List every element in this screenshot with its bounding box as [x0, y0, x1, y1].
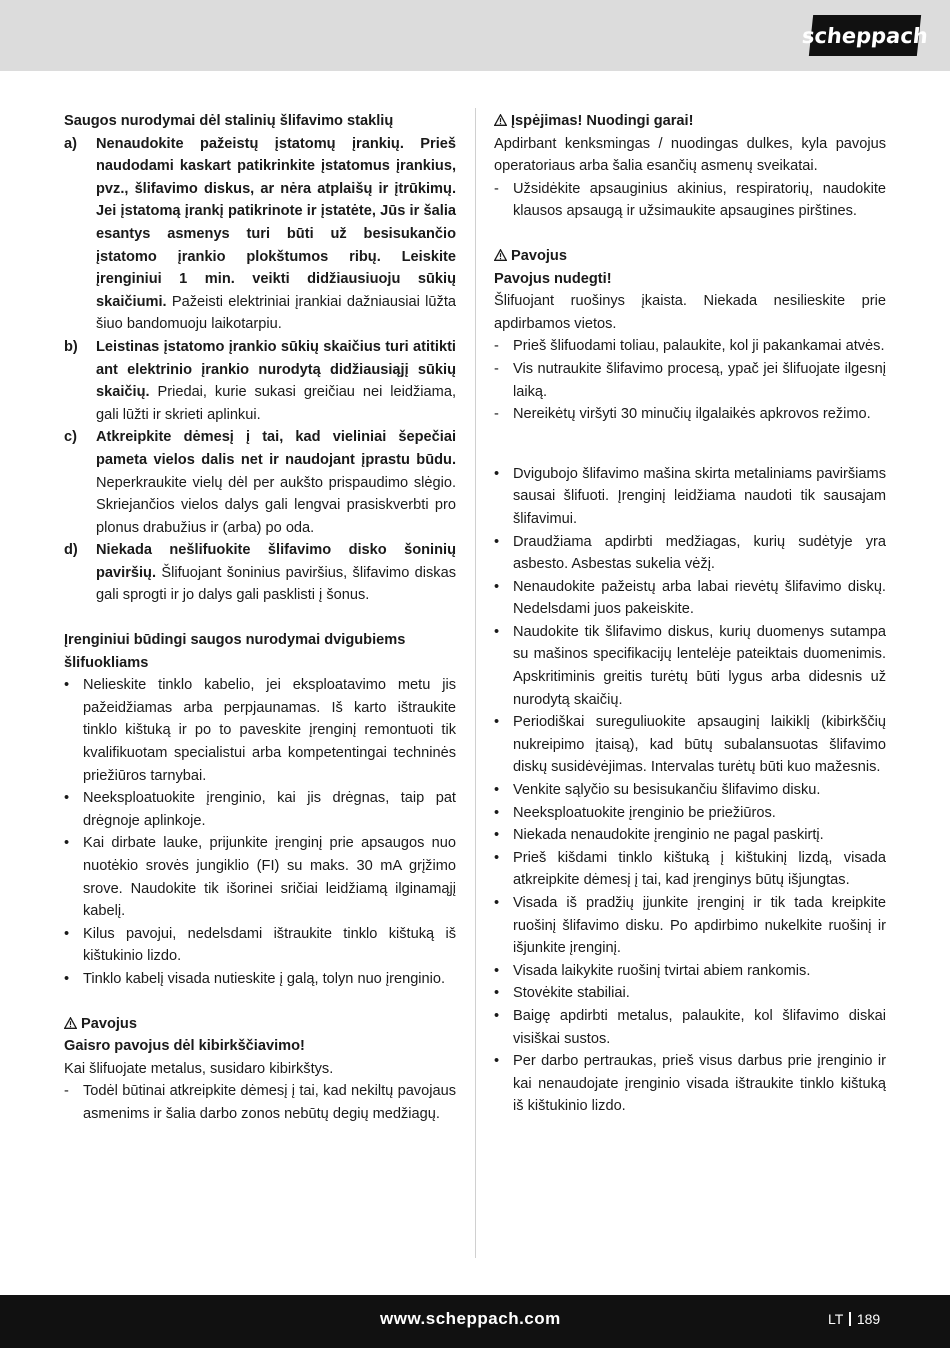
dash-item: - Todėl būtinai atkreipkite dėmesį į tai, kad nekiltų pavojaus asmenims ir šalia darbo zonos nebūtų degių medžiagų.: [64, 1083, 456, 1122]
list-item: d) Niekada nešlifuokite šlifavimo disko šoninių paviršių. Šlifuojant šoninius paviršius, šlifavimo diskas gali sprogti ir jo dalys gali pasklisti į šonus.: [64, 542, 456, 604]
dash-item: - Prieš šlifuodami toliau, palaukite, kol ji pakankamai atvės.: [494, 338, 885, 355]
danger-subtitle: Pavojus nudegti!: [494, 270, 612, 287]
bullet-item: • Kai dirbate lauke, prijunkite įrenginį prie apsaugos nuo nuotėkio srovės jungiklio (FI) su maks. 30 mA grįžimo srove. Naudokite tik išorinei sričiai leidžiamą ilginamąjį kabelį.: [64, 835, 456, 920]
bullet-item: • Visada laikykite ruošinį tvirtai abiem rankomis.: [494, 962, 811, 979]
bullet-item: • Nelieskite tinklo kabelio, jei eksploatavimo metu jis pažeidžiamas arba perpjaunamas. Iš karto ištraukite tinklo kištuką ir po to paveskite įrenginį remontuoti tik kvalifikuotam specialistui arba kompetentingai techninės priežiūros tarnybai.: [64, 677, 456, 784]
brand-logo: scheppach: [809, 15, 921, 56]
dash-item: - Nereikėtų viršyti 30 minučių ilgalaikės apkrovos režimo.: [494, 406, 871, 423]
bullet-item: • Visada iš pradžių įjunkite įrenginį ir tik tada kreipkite ruošinį šlifavimo disku. Po apdirbimo nukelkite ruošinį ir išjunkite įrenginį.: [494, 895, 886, 957]
bullet-item: • Tinklo kabelį visada nutieskite į galą, tolyn nuo įrenginio.: [64, 970, 446, 987]
section-heading: Įrenginiui būdingi saugos nurodymai dvigubiems šlifuokliams: [64, 632, 406, 671]
danger-subtitle: Gaisro pavojus dėl kibirkščiavimo!: [64, 1038, 305, 1055]
column-divider: [475, 108, 476, 1258]
bullet-item: • Neeksploatuokite įrenginio be priežiūros.: [494, 804, 776, 821]
danger-title: Pavojus: [64, 1013, 456, 1036]
bullet-item: • Periodiškai sureguliuokite apsauginį laikiklį (kibirkščių nukreipimo įtaisą), kad būtų subalansuotas šlifavimo diskų susidėvėjimas. Intervalas turėtų būti kuo mažesnis.: [494, 714, 886, 776]
page-number: LT 189: [828, 1311, 881, 1327]
website-link[interactable]: www.scheppach.com: [380, 1309, 561, 1328]
left-column: [64, 110, 456, 1126]
bullet-item: • Dvigubojo šlifavimo mašina skirta metaliniams paviršiams sausai šlifuoti. Įrenginį leidžiama naudoti tik sausajam šlifavimui.: [494, 465, 886, 527]
bullet-item: • Prieš kišdami tinklo kištuką į kištukinį lizdą, visada atkreipkite dėmesį į tai, kad įrenginys būtų išjungtas.: [494, 849, 886, 889]
bullet-item: • Kilus pavojui, nedelsdami ištraukite tinklo kištuką iš kištukinio lizdo.: [64, 925, 456, 965]
right-column: [494, 110, 886, 1118]
bullet-item: • Venkite sąlyčio su besisukančiu šlifavimo disku.: [494, 782, 821, 799]
bullet-item: • Stovėkite stabiliai.: [494, 985, 630, 1002]
danger-title: Pavojus: [494, 245, 886, 268]
warning-triangle-icon: [494, 114, 507, 126]
bullet-item: • Per darbo pertraukas, prieš visus darbus prie įrenginio ir kai nenaudojate įrenginio visada ištraukite tinklo kištuką iš kištukinio lizdo.: [494, 1053, 886, 1115]
warning-triangle-icon: [494, 249, 507, 261]
page-header: [0, 0, 950, 71]
warning-title: Įspėjimas! Nuodingi garai!: [494, 110, 886, 133]
section-heading: Saugos nurodymai dėl stalinių šlifavimo staklių: [64, 113, 394, 129]
dash-item: - Vis nutraukite šlifavimo procesą, ypač jei šlifuojate ilgesnį laiką.: [494, 360, 886, 400]
page-footer: [0, 1295, 950, 1348]
danger-text: Šlifuojant ruošinys įkaista. Niekada nesilieskite prie apdirbamos vietos.: [494, 293, 886, 332]
bullet-item: • Baigę apdirbti metalus, palaukite, kol šlifavimo diskai visiškai sustos.: [494, 1007, 886, 1047]
bullet-item: • Nenaudokite pažeistų arba labai rievėtų šlifavimo diskų. Nedelsdami juos pakeiskite.: [494, 578, 886, 618]
list-item: b) Leistinas įstatomo įrankio sūkių skaičius turi atitikti ant elektrinio įrankio nurodytą didžiausiąjį sūkių skaičių. Priedai, kurie sukasi greičiau nei leidžiama, gali lūžti ir skrieti aplinkui.: [64, 338, 456, 423]
bullet-item: • Neeksploatuokite įrenginio, kai jis drėgnas, taip pat drėgnoje aplinkoje.: [64, 790, 456, 829]
warning-triangle-icon: [64, 1017, 77, 1029]
list-item: c) Atkreipkite dėmesį į tai, kad vieliniai šepečiai pameta vielos dalis net ir naudojant įprastu būdu. Neperkraukite vielų dėl per aukšto prispaudimo slėgio. Skriejančios vielos dalys gali lengvai prasiskverbti pro plonus drabužius ir (arba) po oda.: [64, 429, 456, 536]
list-item: a) Nenaudokite pažeistų įstatomų įrankių. Prieš naudodami kaskart patikrinkite įstatomus įrankius, pvz., šlifavimo diskus, ar nėra atplaišų ir įtrūkimų. Jei įstatomą įrankį patikrinote ir įstatėte, Jūs ir šalia esantys asmenys turi būti už besisukančio įstatomo įrankio plokštumos ribų. Leiskite įrenginiui 1 min. veikti didžiausiuoju sūkių skaičiumi. Pažeisti elektriniai įrankiai dažniausiai lūžta šiuo bandomuoju laikotarpiu.: [64, 135, 456, 333]
dash-item: - Užsidėkite apsauginius akinius, respiratorių, naudokite klausos apsaugą ir užsimaukite apsaugines pirštines.: [494, 180, 886, 220]
warning-text: Apdirbant kenksmingas / nuodingas dulkes, kyla pavojus operatoriaus arba šalia esančių asmenų sveikatai.: [494, 135, 886, 175]
danger-text: Kai šlifuojate metalus, susidaro kibirkštys.: [64, 1060, 334, 1077]
bullet-item: • Niekada nenaudokite įrenginio ne pagal paskirtį.: [494, 827, 824, 844]
bullet-item: • Draudžiama apdirbti medžiagas, kurių sudėtyje yra asbesto. Asbestas sukelia vėžį.: [494, 533, 886, 573]
bullet-item: • Naudokite tik šlifavimo diskus, kurių duomenys sutampa su mašinos specifikacijų lentelėje pateiktais duomenimis. Apskritiminis greitis turėtų būti lygus arba didesnis už nurodytą skaičių.: [494, 623, 886, 708]
